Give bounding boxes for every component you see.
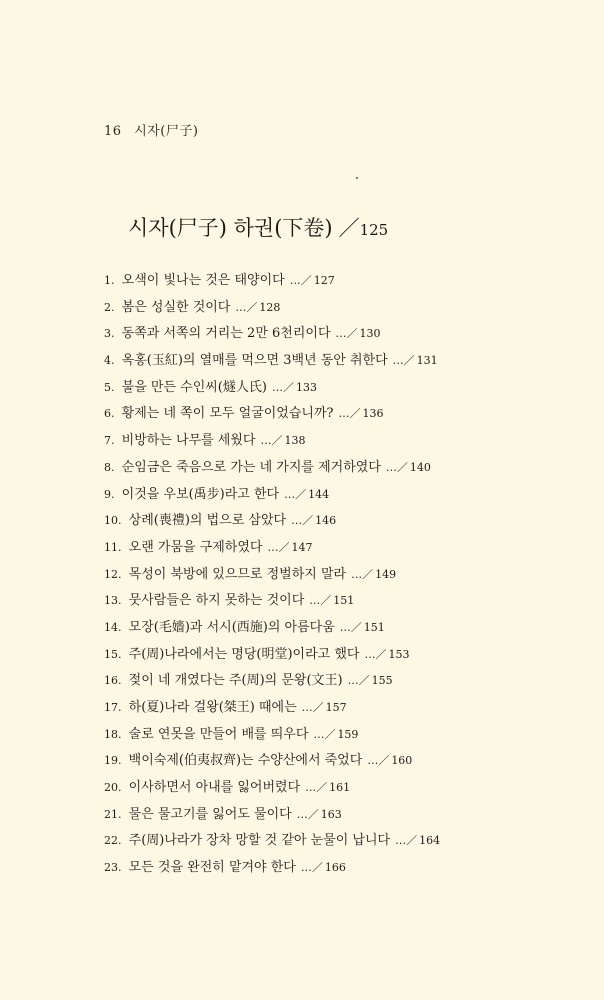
toc-entry-number: 19. [104, 754, 122, 768]
toc-entry-page: 147 [291, 540, 313, 554]
toc-entry-title: 이사하면서 아내를 잃어버렸다 [128, 780, 301, 796]
toc-entry-number: 13. [104, 594, 122, 608]
page-number: 16 [104, 124, 122, 139]
toc-entry-page: 151 [333, 594, 355, 608]
toc-entry [104, 405, 440, 432]
toc-entry-page: 128 [259, 300, 281, 314]
toc-entry-page: 164 [419, 834, 441, 848]
toc-entry-leader: …／ [260, 434, 283, 448]
toc-entry-leader: …／ [385, 460, 408, 474]
toc-entry-number: 17. [104, 701, 122, 714]
section-heading [128, 212, 388, 242]
toc-entry-leader: …／ [271, 380, 294, 394]
toc-entry-page: 140 [409, 460, 431, 474]
toc-entry [104, 646, 440, 673]
toc-entry [104, 699, 440, 726]
toc-entry [104, 566, 440, 593]
toc-entry-number: 22. [104, 834, 122, 848]
toc-entry-number: 16. [104, 674, 122, 688]
toc-entry-title: 불을 만든 수인씨(燧人氏) [121, 379, 267, 395]
toc-entry-number: 8. [104, 460, 115, 474]
toc-entry-page: 155 [371, 674, 393, 688]
toc-entry-leader: …／ [338, 407, 361, 421]
toc-entry-leader: …／ [395, 834, 418, 848]
toc-entry-title: 물은 물고기를 잃어도 물이다 [128, 806, 292, 822]
toc-entry-leader: …／ [347, 674, 370, 688]
toc-entry-number: 23. [104, 861, 122, 875]
section-page: 125 [359, 221, 389, 239]
toc-entry-number: 14. [104, 620, 122, 634]
toc-entry-title: 상례(喪禮)의 법으로 삼았다 [128, 513, 287, 529]
toc-entry-number: 7. [104, 434, 115, 448]
toc-entry-title: 젖이 네 개였다는 주(周)의 문왕(文王) [128, 673, 343, 689]
toc-entry-page: 163 [320, 807, 342, 821]
toc-entry [104, 832, 440, 859]
toc-entry-page: 138 [284, 434, 306, 448]
toc-entry-number: 3. [104, 327, 115, 341]
toc-entry-leader: …／ [313, 727, 336, 741]
toc-entry [104, 325, 440, 352]
toc-entry [104, 272, 440, 299]
toc-entry-page: 130 [359, 327, 381, 341]
toc-entry-page: 160 [391, 754, 413, 768]
toc-entry-title: 주(周)나라에서는 명당(明堂)이라고 했다 [128, 646, 360, 662]
toc-entry-number: 10. [104, 514, 122, 528]
toc-entry-number: 5. [104, 380, 115, 394]
toc-entry-leader: …／ [309, 594, 332, 608]
toc-entry-title: 옥홍(玉紅)의 열매를 먹으면 3백년 동안 취한다 [121, 353, 388, 369]
toc-entry-leader: …／ [364, 647, 387, 661]
toc-entry [104, 539, 440, 566]
toc-entry-number: 15. [104, 647, 122, 661]
toc-entry-leader: …／ [284, 487, 307, 501]
toc-entry-page: 153 [388, 647, 410, 661]
toc-entry [104, 299, 440, 326]
toc-entry-page: 136 [362, 407, 384, 421]
toc-entry-leader: …／ [301, 701, 324, 714]
toc-entry-page: 127 [313, 274, 335, 287]
toc-entry-leader: …／ [296, 807, 319, 821]
toc-entry-title: 모든 것을 완전히 맡겨야 한다 [128, 860, 296, 876]
toc-entry-leader: …／ [335, 327, 358, 341]
toc-entry-leader: …／ [267, 540, 290, 554]
toc-entry-number: 6. [104, 407, 115, 421]
toc-entry-page: 131 [416, 354, 438, 368]
toc-entry-title: 주(周)나라가 장차 망할 것 같아 눈물이 납니다 [128, 833, 391, 849]
toc-entry-title: 이것을 우보(禹步)라고 한다 [121, 486, 280, 502]
toc-entry-number: 9. [104, 487, 115, 501]
toc-entry [104, 459, 440, 486]
toc-entry-title: 하(夏)나라 걸왕(桀王) 때에는 [128, 700, 297, 715]
toc-entry [104, 672, 440, 699]
toc-entry [104, 779, 440, 806]
toc-entry-title: 오랜 가뭄을 구제하였다 [128, 539, 263, 555]
toc-entry-title: 모장(毛嬙)과 서시(西施)의 아름다움 [128, 619, 335, 635]
toc-entry-title: 비방하는 나무를 세웠다 [121, 433, 256, 449]
toc-entry-title: 순임금은 죽음으로 가는 네 가지를 제거하였다 [121, 459, 381, 475]
toc-entry [104, 486, 440, 513]
toc-entry-page: 161 [329, 781, 351, 795]
toc-entry-page: 166 [324, 861, 346, 875]
running-header [104, 120, 198, 139]
toc-entry-page: 159 [337, 727, 359, 741]
toc-entry-leader: …／ [351, 567, 374, 581]
toc-entry [104, 512, 440, 539]
toc-entry-page: 133 [295, 380, 317, 394]
toc-entry-leader: …／ [305, 781, 328, 795]
toc-entry-number: 1. [104, 274, 115, 287]
toc-entry-number: 20. [104, 781, 122, 795]
toc-entry-leader: …／ [392, 354, 415, 368]
toc-entry [104, 806, 440, 833]
toc-entry-leader: …／ [289, 274, 312, 287]
toc-entry-page: 151 [363, 620, 385, 634]
toc-entry-leader: …／ [291, 514, 314, 528]
toc-entry-page: 157 [325, 701, 347, 714]
toc-entry-page: 146 [315, 514, 337, 528]
toc-entry-title: 황제는 네 쪽이 모두 얼굴이었습니까? [121, 406, 334, 422]
toc-entry-title: 뭇사람들은 하지 못하는 것이다 [128, 593, 305, 609]
toc-entry [104, 379, 440, 406]
running-title: 시자(尸子) [134, 124, 199, 139]
toc-entry [104, 752, 440, 779]
toc-entry-leader: …／ [300, 861, 323, 875]
toc-entry-page: 149 [375, 567, 397, 581]
toc-entry [104, 352, 440, 379]
toc-entry-page: 144 [308, 487, 330, 501]
print-speck [356, 177, 358, 179]
section-title: 시자(尸子) 하권(下卷) [128, 216, 333, 240]
toc-entry-number: 12. [104, 567, 122, 581]
toc-entry-number: 18. [104, 727, 122, 741]
toc-entry-leader: …／ [235, 300, 258, 314]
toc-entry-number: 2. [104, 300, 115, 314]
table-of-contents [104, 272, 440, 886]
toc-entry-title: 오색이 빛나는 것은 태양이다 [121, 273, 285, 288]
toc-entry [104, 432, 440, 459]
page-separator: ／ [338, 216, 360, 240]
toc-entry [104, 726, 440, 753]
toc-entry-title: 목성이 북방에 있으므로 정벌하지 말라 [128, 566, 347, 582]
toc-entry [104, 619, 440, 646]
toc-entry-title: 백이숙제(伯夷叔齊)는 수양산에서 죽었다 [128, 753, 363, 769]
toc-entry-title: 봄은 성실한 것이다 [121, 299, 231, 315]
toc-entry [104, 592, 440, 619]
toc-entry-number: 11. [104, 540, 122, 554]
toc-entry-leader: …／ [339, 620, 362, 634]
toc-entry-number: 4. [104, 354, 115, 368]
toc-entry-leader: …／ [367, 754, 390, 768]
toc-entry [104, 859, 440, 886]
toc-entry-number: 21. [104, 807, 122, 821]
toc-entry-title: 술로 연못을 만들어 배를 띄우다 [128, 726, 309, 742]
toc-entry-title: 동쪽과 서쪽의 거리는 2만 6천리이다 [121, 326, 331, 342]
